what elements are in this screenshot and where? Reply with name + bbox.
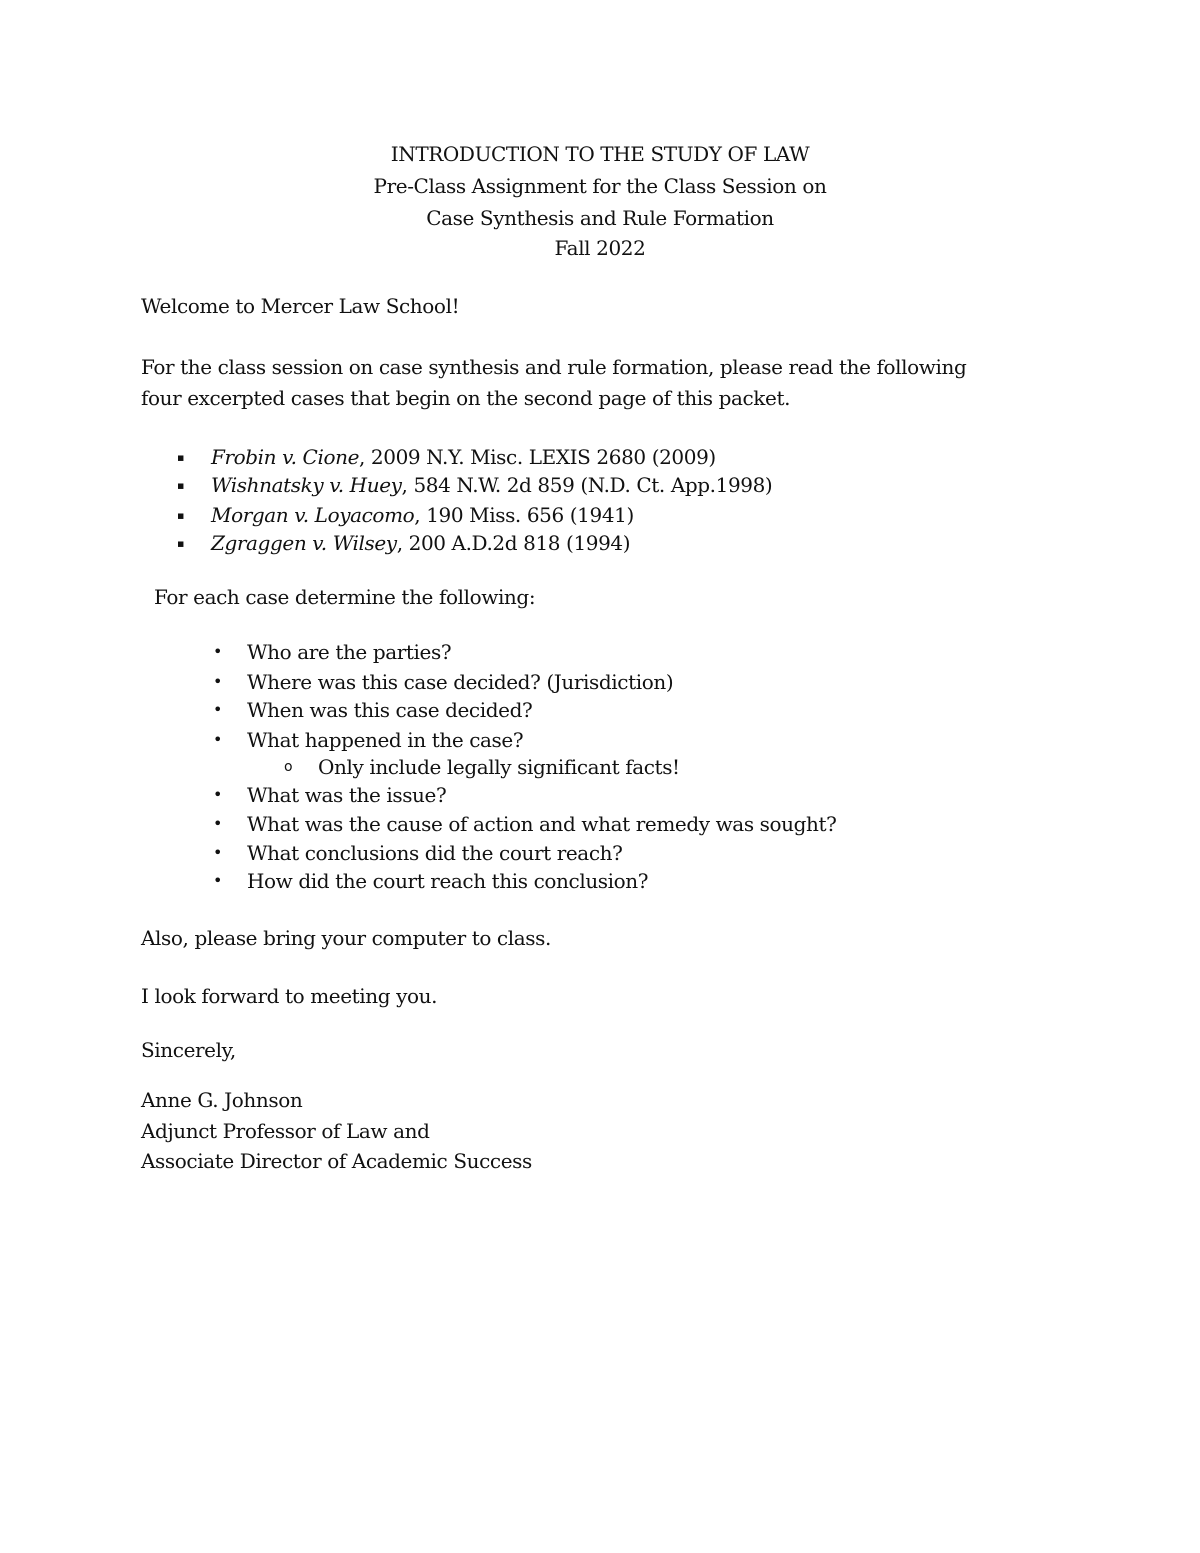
case-name: Wishnatsky v. Huey: [211, 473, 402, 497]
question-item: What was the issue?: [247, 783, 447, 807]
case-name: Morgan v. Loyacomo: [211, 503, 415, 527]
case-bullet: ▪: [177, 537, 185, 550]
case-item: [211, 529, 630, 557]
closing-computer: Also, please bring your computer to class.: [141, 926, 551, 950]
case-citation: , 2009 N.Y. Misc. LEXIS 2680 (2009): [359, 445, 716, 469]
question-bullet: •: [213, 871, 223, 890]
case-item: [211, 471, 772, 499]
case-bullet: ▪: [177, 451, 185, 464]
questions-intro: For each case determine the following:: [154, 585, 536, 609]
question-item: Who are the parties?: [247, 640, 452, 664]
question-bullet: •: [213, 642, 223, 661]
document-topic: Case Synthesis and Rule Formation: [426, 206, 774, 230]
question-bullet: •: [213, 700, 223, 719]
question-item: When was this case decided?: [247, 698, 533, 722]
question-bullet: •: [213, 814, 223, 833]
intro-line-1: For the class session on case synthesis and rule formation, please read the following: [141, 355, 967, 379]
case-citation: , 200 A.D.2d 818 (1994): [396, 531, 631, 555]
case-item: [211, 443, 716, 471]
welcome-line: Welcome to Mercer Law School!: [141, 294, 460, 318]
question-bullet: •: [213, 730, 223, 749]
signature-title-1: Adjunct Professor of Law and: [141, 1119, 430, 1143]
sub-question-item: Only include legally significant facts!: [318, 755, 680, 779]
question-item: What happened in the case?: [247, 728, 524, 752]
intro-line-2: four excerpted cases that begin on the second page of this packet.: [141, 386, 791, 410]
case-citation: , 190 Miss. 656 (1941): [414, 503, 634, 527]
question-item: What conclusions did the court reach?: [247, 841, 623, 865]
sub-question-bullet: o: [284, 759, 293, 775]
question-item: Where was this case decided? (Jurisdiction): [247, 670, 674, 694]
signature-name: Anne G. Johnson: [141, 1088, 303, 1112]
question-bullet: •: [213, 843, 223, 862]
case-citation: , 584 N.W. 2d 859 (N.D. Ct. App.1998): [401, 473, 773, 497]
document-term: Fall 2022: [554, 236, 646, 260]
question-bullet: •: [213, 785, 223, 804]
question-bullet: •: [213, 672, 223, 691]
document-title: INTRODUCTION TO THE STUDY OF LAW: [390, 142, 810, 166]
closing-sincerely: Sincerely,: [141, 1038, 236, 1062]
question-item: What was the cause of action and what remedy was sought?: [247, 812, 837, 836]
case-bullet: ▪: [177, 479, 185, 492]
case-name: Zgraggen v. Wilsey: [211, 531, 397, 555]
case-name: Frobin v. Cione: [211, 445, 360, 469]
case-item: [211, 501, 634, 529]
case-bullet: ▪: [177, 509, 185, 522]
closing-meeting: I look forward to meeting you.: [141, 984, 438, 1008]
question-item: How did the court reach this conclusion?: [247, 869, 649, 893]
document-subtitle: Pre-Class Assignment for the Class Session on: [373, 174, 827, 198]
signature-title-2: Associate Director of Academic Success: [141, 1149, 532, 1173]
